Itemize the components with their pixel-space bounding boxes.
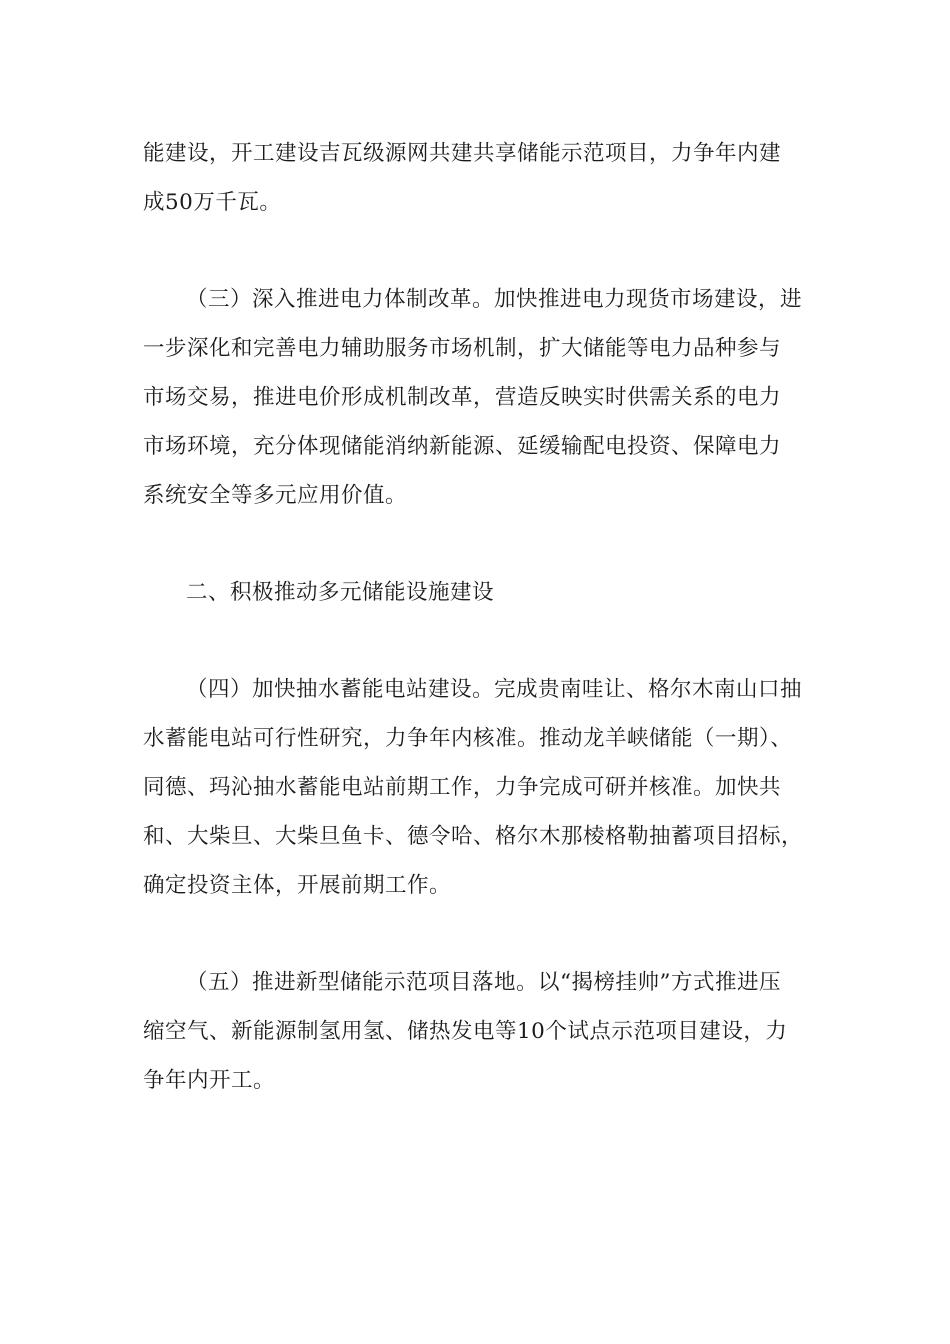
text-line: 和、大柴旦、大柴旦鱼卡、德令哈、格尔木那棱格勒抽蓄项目招标，: [143, 824, 804, 849]
text-line: 能建设，开工建设吉瓦级源网共建共享储能示范项目，力争年内建: [143, 141, 782, 166]
text-line: 同德、玛沁抽水蓄能电站前期工作，力争完成可研并核准。加快共: [143, 775, 782, 800]
text-line: （五）推进新型储能示范项目落地。以“揭榜挂帅”方式推进压: [186, 970, 781, 995]
text-line: 确定投资主体，开展前期工作。: [143, 873, 452, 898]
text-line: 系统安全等多元应用价值。: [143, 483, 408, 508]
text-line: 市场交易，推进电价形成机制改革，营造反映实时供需关系的电力: [143, 385, 782, 410]
text-line: （三）深入推进电力体制改革。加快推进电力现货市场建设，进: [186, 287, 803, 312]
text-line: 一步深化和完善电力辅助服务市场机制，扩大储能等电力品种参与: [143, 336, 782, 361]
paragraph-section-4-pumped-storage: [143, 665, 807, 910]
text-line: 市场环境，充分体现储能消纳新能源、延缓输配电投资、保障电力: [143, 434, 782, 459]
paragraph-section-5-new-storage-demo: [143, 958, 807, 1105]
section-heading-2: [143, 568, 807, 617]
text-line: 缩空气、新能源制氢用氢、储热发电等10个试点示范项目建设，力: [143, 1019, 788, 1044]
text-line: （四）加快抽水蓄能电站建设。完成贵南哇让、格尔木南山口抽: [186, 677, 803, 702]
paragraph-energy-storage-construction: [143, 129, 807, 227]
paragraph-section-3-power-reform: [143, 275, 807, 520]
text-line: 争年内开工。: [143, 1068, 276, 1093]
section-heading-text: 二、积极推动多元储能设施建设: [186, 580, 495, 605]
text-line: 成50万千瓦。: [143, 190, 282, 215]
text-line: 水蓄能电站可行性研究，力争年内核准。推动龙羊峡储能（一期）、: [143, 726, 793, 751]
